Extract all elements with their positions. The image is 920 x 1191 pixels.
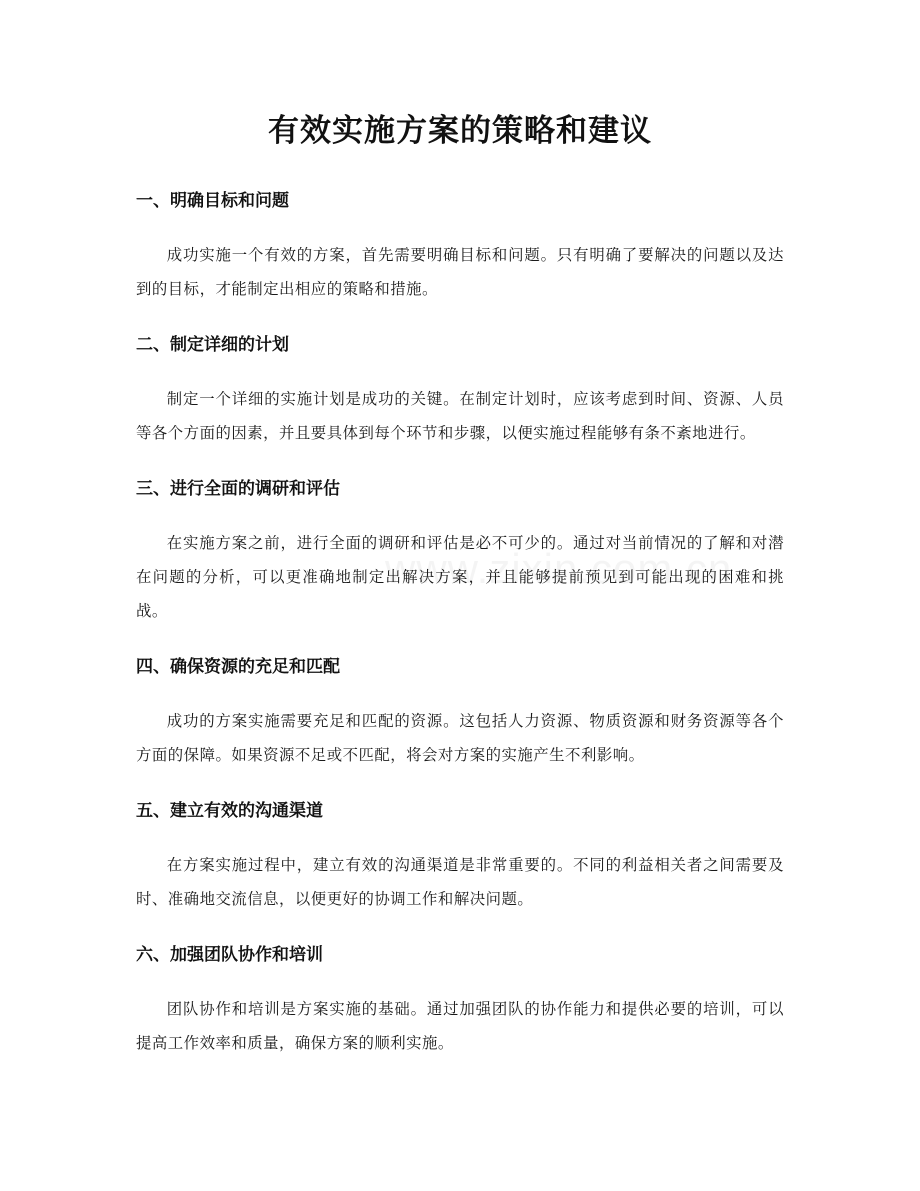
section-3 [136, 476, 784, 628]
section-body: 制定一个详细的实施计划是成功的关键。在制定计划时，应该考虑到时间、资源、人员等各个方面的因素，并且要具体到每个环节和步骤，以便实施过程能够有条不紊地进行。 [136, 390, 784, 442]
section-heading: 四、确保资源的充足和匹配 [136, 657, 340, 677]
section-2 [136, 332, 784, 450]
section-6 [136, 942, 784, 1060]
section-body: 成功的方案实施需要充足和匹配的资源。这包括人力资源、物质资源和财务资源等各个方面的保障。如果资源不足或不匹配，将会对方案的实施产生不利影响。 [136, 712, 784, 764]
sections-container [136, 188, 784, 1060]
section-body: 在实施方案之前，进行全面的调研和评估是必不可少的。通过对当前情况的了解和对潜在问题的分析，可以更准确地制定出解决方案，并且能够提前预见到可能出现的困难和挑战。 [136, 534, 784, 620]
section-body: 团队协作和培训是方案实施的基础。通过加强团队的协作能力和提供必要的培训，可以提高工作效率和质量，确保方案的顺利实施。 [136, 1000, 784, 1052]
section-heading: 三、进行全面的调研和评估 [136, 479, 340, 499]
section-4 [136, 654, 784, 772]
section-body: 在方案实施过程中，建立有效的沟通渠道是非常重要的。不同的利益相关者之间需要及时、准确地交流信息，以便更好的协调工作和解决问题。 [136, 856, 784, 908]
section-5 [136, 798, 784, 916]
section-body: 成功实施一个有效的方案，首先需要明确目标和问题。只有明确了要解决的问题以及达到的目标，才能制定出相应的策略和措施。 [136, 246, 784, 298]
section-heading: 二、制定详细的计划 [136, 335, 289, 355]
section-1 [136, 188, 784, 306]
section-heading: 六、加强团队协作和培训 [136, 945, 323, 965]
document-title: 有效实施方案的策略和建议 [268, 113, 652, 149]
section-heading: 一、明确目标和问题 [136, 191, 289, 211]
section-heading: 五、建立有效的沟通渠道 [136, 801, 323, 821]
